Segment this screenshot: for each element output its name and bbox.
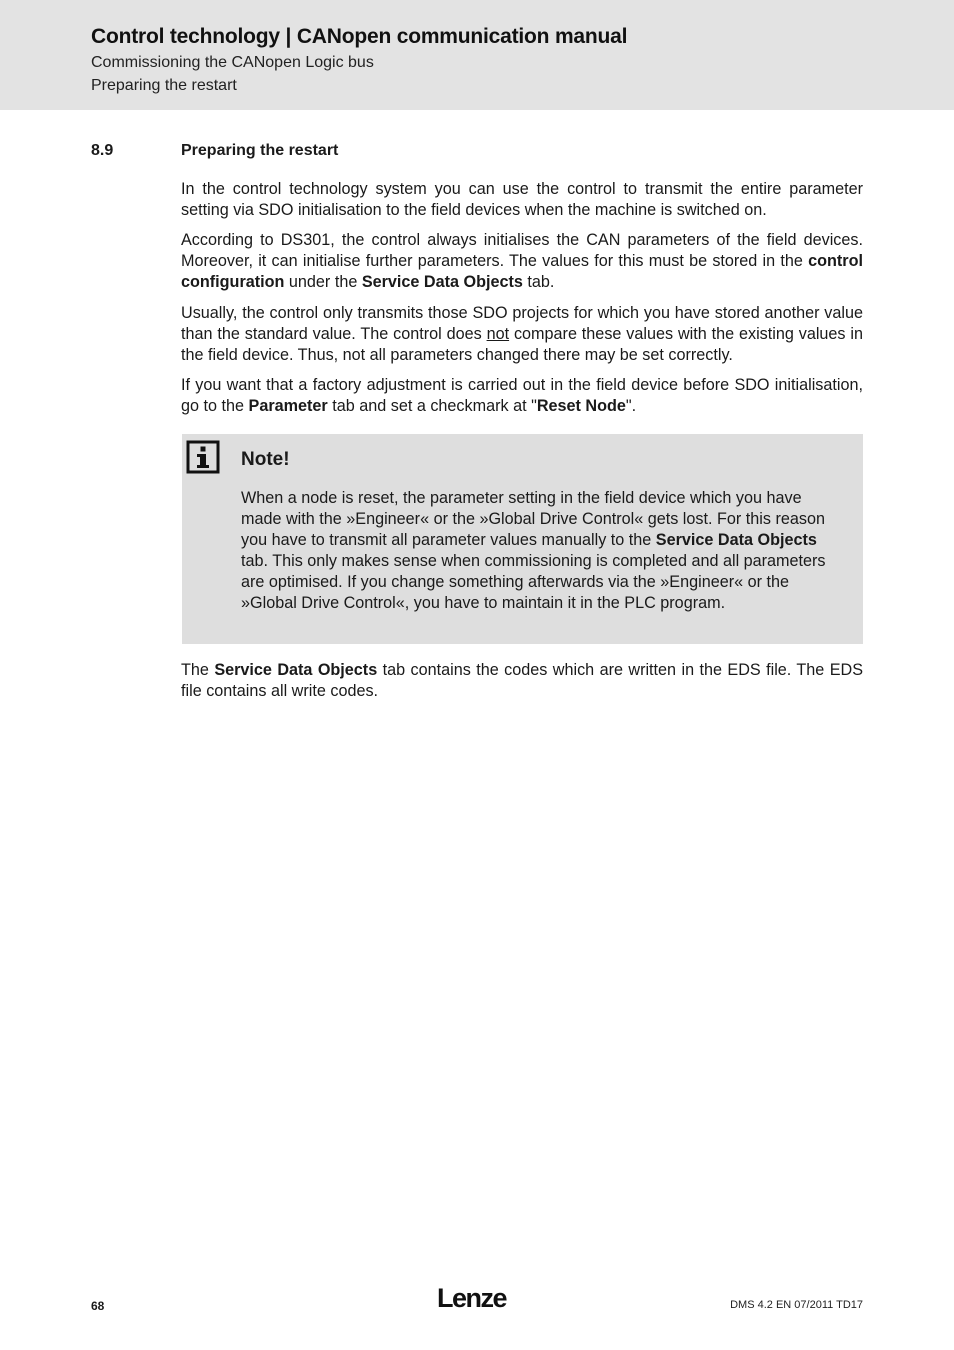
page-number: 68 <box>91 1299 105 1313</box>
paragraph-factory-adjustment <box>181 375 863 417</box>
info-icon <box>186 440 220 474</box>
note-text-1: When a node is reset, the parameter setting in the field device which you have made with the »Engineer« or the »Global Drive Control« gets lost. For this reason you have to transmit all parameter values manually to the <box>241 489 825 549</box>
paragraph-sdo-text: Usually, the control only transmits those SDO projects for which you have stored another value than the standard value. The control does <box>181 304 863 343</box>
term-service-data-objects: Service Data Objects <box>361 273 523 291</box>
term-reset-node: Reset Node <box>536 397 626 415</box>
paragraph-ds301-text-3: tab. <box>522 273 555 291</box>
note-title: Note! <box>241 449 290 470</box>
paragraph-eds-text-2: tab contains the codes which are written in the EDS file. The EDS file contains all write codes. <box>181 661 863 700</box>
paragraph-eds <box>181 660 863 702</box>
paragraph-factory-text-2: tab and set a checkmark at " <box>327 397 537 415</box>
page-header <box>0 0 954 110</box>
paragraph-ds301-text: According to DS301, the control always initialises the CAN parameters of the field devices. Moreover, it can initialise further parameters. The values for this must be stored in the <box>181 231 863 270</box>
term-parameter: Parameter <box>248 397 328 415</box>
emphasis-not: not <box>486 325 510 343</box>
note-text <box>241 488 846 614</box>
section-title: Preparing the restart <box>181 142 339 159</box>
term-service-data-objects-eds: Service Data Objects <box>214 661 378 679</box>
lenze-logo: Lenze <box>437 1283 507 1313</box>
paragraph-intro <box>181 179 863 221</box>
document-title: Control technology | CANopen communication manual <box>91 25 628 48</box>
paragraph-sdo-text-2: compare these values with the existing values in the field device. Thus, not all parameters changed there may be set correctly. <box>181 325 863 364</box>
paragraph-factory-text: If you want that a factory adjustment is carried out in the field device before SDO initialisation, go to the <box>181 376 863 415</box>
paragraph-eds-text: The <box>181 661 215 679</box>
note-box <box>182 434 863 644</box>
breadcrumb-section: Preparing the restart <box>91 77 237 94</box>
paragraph-sdo-projects <box>181 303 863 366</box>
term-service-data-objects-note: Service Data Objects <box>655 531 817 549</box>
paragraph-ds301 <box>181 230 863 293</box>
document-id: DMS 4.2 EN 07/2011 TD17 <box>730 1299 863 1311</box>
paragraph-factory-text-3: ". <box>625 397 637 415</box>
paragraph-ds301-text-2: under the <box>284 273 362 291</box>
note-text-2: tab. This only makes sense when commissioning is completed and all parameters are optimised. If you change something afterwards via the »Engineer« or the »Global Drive Control«, you have to maintain it in the PLC program. <box>241 552 826 612</box>
term-control-configuration: control configuration <box>181 252 863 291</box>
paragraph-intro-text: In the control technology system you can use the control to transmit the entire parameter setting via SDO initialisation to the field devices when the machine is switched on. <box>181 180 863 219</box>
section-number: 8.9 <box>91 142 114 159</box>
breadcrumb-chapter: Commissioning the CANopen Logic bus <box>91 54 374 71</box>
